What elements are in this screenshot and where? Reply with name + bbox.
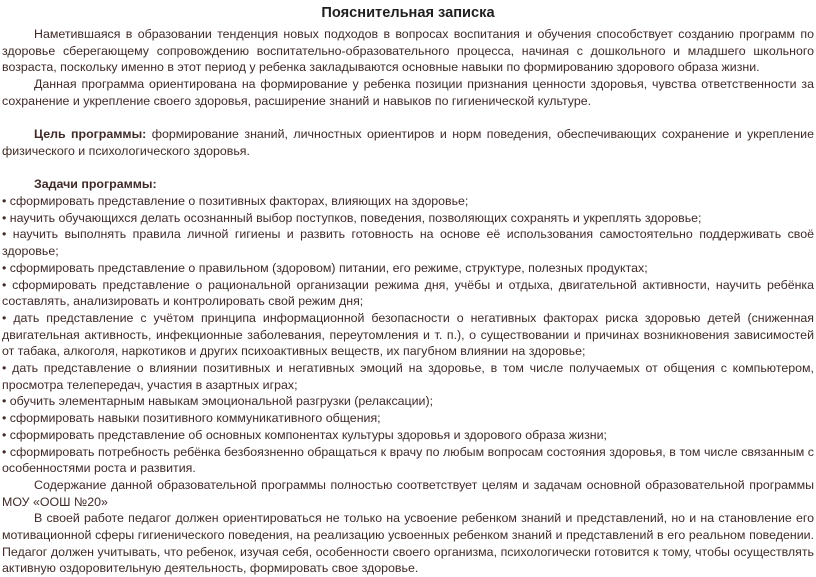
blank-line [2, 160, 814, 177]
bullet-marker: • [2, 260, 10, 275]
bullet-marker: • [2, 427, 10, 442]
goal-text: формирование знаний, личностных ориентиров и норм поведения, обеспечивающих сохранение и укрепление физического и психологического здоровья. [2, 127, 814, 158]
bullet-text: научить обучающихся делать осознанный выбор поступков, поведения, позволяющих сохранять и укреплять здоровье; [9, 210, 702, 225]
bullet-text: сформировать представление об основных компонентах культуры здоровья и здорового образа жизни; [9, 427, 607, 442]
bullet-marker: • [2, 361, 13, 376]
bullet-marker: • [2, 411, 10, 426]
bullet-marker: • [2, 210, 10, 225]
blank-line [2, 110, 814, 127]
bullet-marker: • [2, 227, 13, 242]
bullet-item [2, 393, 814, 410]
bullet-text: дать представление о влиянии позитивных и негативных эмоций на здоровье, в том числе получаемых от общения с компьютером, просмотра телепередач, участия в азартных играх; [2, 361, 814, 392]
paragraph-pedagog: В своей работе педагог должен ориентироваться не только на усвоение ребенком знаний и представлений, но и на становление его мотивационной сферы гигиенического поведения, на реализацию усвоенных ребенком знаний и представлений в его реальном поведении. Педагог должен учитывать, что ребенок, изучая себя, особенности своего организма, психологически готовится к тому, чтобы осуществлять активную оздоровительную деятельность, формировать свое здоровье. [2, 511, 814, 576]
bullet-marker: • [2, 444, 10, 459]
bullet-marker: • [2, 310, 14, 325]
bullet-text: сформировать навыки позитивного коммуникативного общения; [9, 411, 381, 426]
goal-paragraph [2, 126, 814, 159]
bullet-marker: • [2, 394, 10, 409]
bullet-item [2, 410, 814, 427]
bullet-item [2, 360, 814, 393]
bullet-item [2, 427, 814, 444]
paragraph-contents: Содержание данной образовательной программы полностью соответствует целям и задачам основной образовательной программы МОУ «ООШ №20» [2, 477, 814, 509]
bullet-marker: • [2, 277, 13, 292]
bullet-text: дать представление с учётом принципа информационной безопасности о негативных факторах риска здоровью детей (сниженная двигательная активность, инфекционные заболевания, переутомления и т. п.), о существовании и причинах возникновения зависимостей от табака, алкоголя, наркотиков и других психоактивных веществ, их пагубном влиянии на здоровье; [2, 310, 815, 359]
bullet-item [2, 310, 814, 360]
bullet-text: обучить элементарным навыкам эмоциональной разгрузки (релаксации); [9, 394, 434, 409]
bullet-text: сформировать потребность ребёнка безбоязненно обращаться к врачу по любым вопросам состояния здоровья, в том числе связанным с особенностями роста и развития. [2, 444, 815, 476]
bullet-text: сформировать представление о позитивных факторах, влияющих на здоровье; [9, 194, 469, 208]
goal-label: Цель программы: [34, 127, 147, 142]
bullet-marker: • [2, 194, 10, 208]
document-title: Пояснительная записка [321, 5, 495, 21]
tasks-heading: Задачи программы: [34, 177, 157, 192]
bullet-text: сформировать представление о рациональной организации режима дня, учёбы и отдыха, двигательной активности, научить ребёнка составлять, анализировать и контролировать свой режим дня; [2, 277, 815, 309]
bullet-item [2, 277, 814, 310]
bullet-item [2, 193, 814, 210]
bullet-item [2, 260, 814, 277]
paragraph-intro-1: Наметившаяся в образовании тенденция новых подходов в вопросах воспитания и обучения способствует созданию программ по здоровье сберегающему сопровождению воспитательно-образовательного процесса, начиная с дошкольного и младшего школьного возраста, поскольку именно в этот период у ребенка закладываются основные навыки по формированию здорового образа жизни. [2, 27, 814, 75]
bullet-text: научить выполнять правила личной гигиены и развить готовность на основе её использования самостоятельно поддерживать своё здоровье; [2, 227, 815, 259]
paragraph-intro-2: Данная программа ориентирована на формирование у ребенка позиции признания ценности здоровья, чувства ответственности за сохранение и укрепление своего здоровья, расширение знаний и навыков по гигиенической культуре. [2, 77, 814, 108]
bullet-item [2, 210, 814, 227]
bullet-item [2, 444, 814, 477]
bullet-text: сформировать представление о правильном (здоровом) питании, его режиме, структуре, полезных продуктах; [9, 260, 648, 275]
bullet-item [2, 226, 814, 259]
